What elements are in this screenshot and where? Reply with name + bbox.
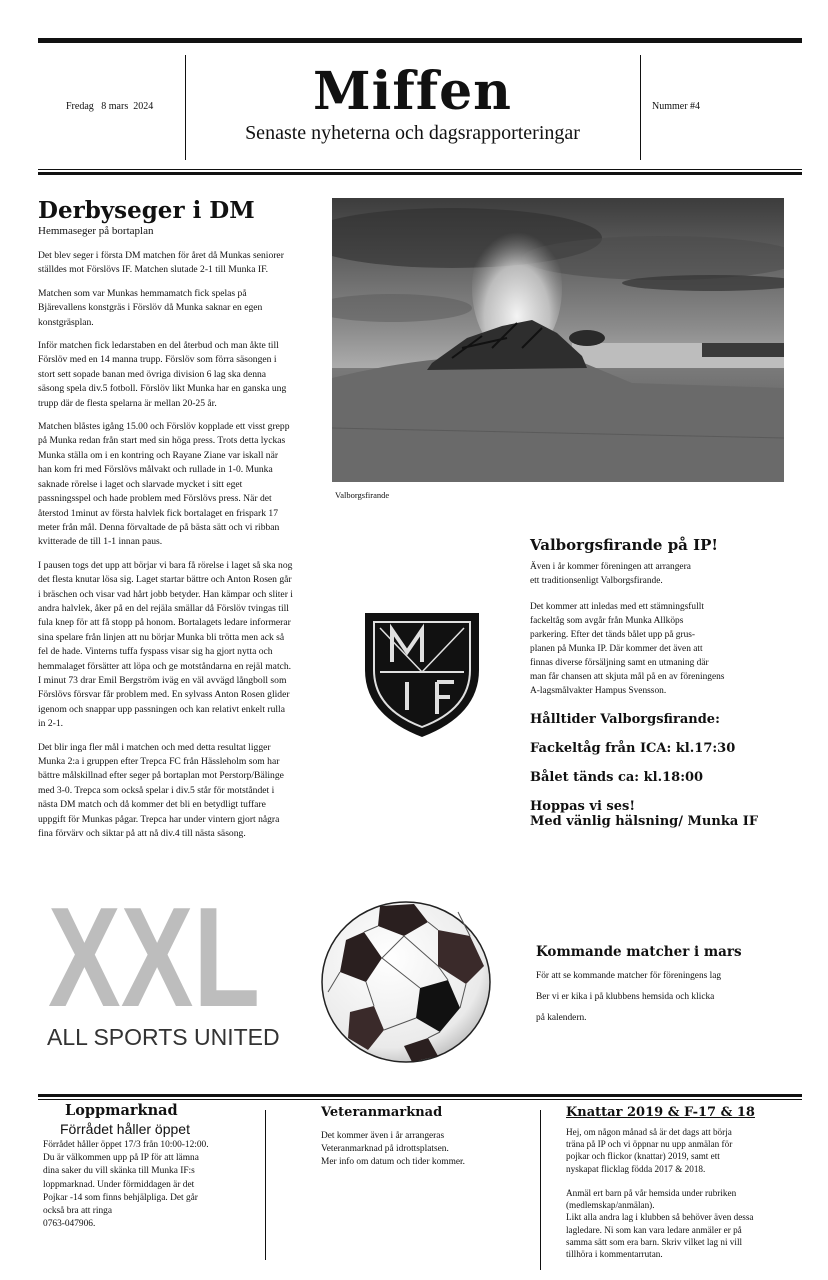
masthead-subtitle: Senaste nyheterna och dagsrapporteringar bbox=[245, 122, 580, 144]
valborg-article bbox=[530, 536, 800, 829]
lead-paragraph: I pausen togs det upp att börjar vi bara få rörelse i laget så ska nog det flesta knutar lösa sig. Laget startar bättre och Anton Rosen går i bräschen och visar vad hårt jobb betyder. Han kämpar och sliter i andra halvlek, åker på en del rejäla smällar då Förslöv tvingas till fula knep för att få stopp på honom. Bortalagets ledare informerar sina spelare från linjen att nu börjar Munka bli trötta men ack så fel de hade. Vinterns tuffa fyspass visar sig ha gjort nytta och hemmalaget försätter att löpa och ge motståndarna en rejäl match. I minut 73 drar Emil Bergström iväg en väl avvägd långboll som Förslövs försvar får problem med. En sylvass Anton Rosen glider igenom och snappar upp passningen och kan relativt enkelt rulla in 2-1. bbox=[38, 559, 293, 730]
footer-divider-left bbox=[265, 1110, 266, 1260]
lead-subheadline: Hemmaseger på bortaplan bbox=[38, 225, 154, 237]
flea-market-article bbox=[43, 1102, 258, 1231]
veteran-market-article bbox=[321, 1105, 531, 1170]
top-rule-thick bbox=[38, 38, 802, 43]
veteran-market-line: Mer info om datum och tider kommer. bbox=[321, 1157, 465, 1168]
flea-market-line: dina saker du vill skänka till Munka IF:s bbox=[43, 1166, 195, 1177]
kids-training-headline: Knattar 2019 & F-17 & 18 bbox=[566, 1105, 755, 1120]
flea-market-phone: 0763-047906. bbox=[43, 1219, 96, 1230]
flea-market-line: Du är välkommen upp på IP för att lämna bbox=[43, 1153, 199, 1164]
valborg-times-title: Hålltider Valborgsfirande: bbox=[530, 712, 720, 727]
flea-market-line: loppmarknad. Under förmiddagen är det bbox=[43, 1179, 195, 1190]
veteran-market-headline: Veteranmarknad bbox=[321, 1105, 443, 1120]
kids-training-line bbox=[566, 1175, 796, 1187]
soccer-ball-icon bbox=[320, 900, 492, 1064]
lead-paragraph: Matchen som var Munkas hemmamatch fick spelas på Bjärevallens konstgräs i Förslöv då Munka saknar en egen konstgräsplan. bbox=[38, 287, 263, 328]
valborg-body bbox=[530, 600, 800, 698]
kids-training-line: (medlemskap/anmälan). bbox=[566, 1200, 655, 1211]
kids-training-line: tillhöra i kommentarrutan. bbox=[566, 1249, 663, 1260]
valborg-headline: Valborgsfirande på IP! bbox=[530, 536, 719, 554]
lead-headline: Derbyseger i DM bbox=[38, 197, 255, 224]
munka-if-logo bbox=[362, 610, 482, 740]
flea-market-line: Pojkar -14 som finns behjälpliga. Det går bbox=[43, 1192, 198, 1203]
footer-divider-right bbox=[540, 1110, 541, 1270]
upcoming-matches bbox=[536, 944, 796, 1029]
valborg-time-torch: Fackeltåg från ICA: kl.17:30 bbox=[530, 741, 736, 756]
valborg-intro-line: ett traditionsenligt Valborgsfirande. bbox=[530, 576, 663, 586]
masthead-title: Miffen bbox=[313, 61, 512, 122]
xxl-tagline: ALL SPORTS UNITED bbox=[47, 1024, 280, 1050]
valborg-body-line: parkering. Efter det tänds bålet upp på grus- bbox=[530, 630, 696, 640]
xxl-logo-mark bbox=[46, 896, 266, 1016]
valborg-body-line: finnas diverse försäljning samt en utmaning där bbox=[530, 658, 709, 668]
masthead-bottom-rule-thick bbox=[38, 172, 802, 175]
kids-training-line: pojkar och flickor (knattar) 2019, samt ett bbox=[566, 1151, 720, 1162]
xxl-wordmark: XXL bbox=[48, 896, 260, 1016]
lead-paragraph: Det blev seger i första DM matchen för året då Munkas seniorer ställdes mot Förslövs IF. Matchen slutade 2-1 till Munka IF. bbox=[38, 250, 284, 276]
club-crest-icon bbox=[362, 610, 482, 740]
masthead-divider-left bbox=[185, 55, 186, 160]
valborg-body-line: man får chansen att skjuta mål på en av föreningens bbox=[530, 672, 725, 682]
soccer-ball-image bbox=[320, 900, 492, 1064]
flea-market-subhead: Förrådet håller öppet bbox=[60, 1121, 190, 1137]
issue-date: Fredag 8 mars 2024 bbox=[66, 101, 154, 112]
valborg-body-line: planen på Munka IP. Där kommer det även att bbox=[530, 644, 703, 654]
matches-line: Ber vi er kika i på klubbens hemsida och klicka bbox=[536, 992, 715, 1002]
photo-caption: Valborgsfirande bbox=[335, 490, 390, 500]
valborg-sign-2: Med vänlig hälsning/ Munka IF bbox=[530, 814, 759, 829]
valborg-body-line: A-lagsmålvakter Hampus Svensson. bbox=[530, 686, 667, 696]
valborg-time-bonfire: Bålet tänds ca: kl.18:00 bbox=[530, 770, 704, 785]
kids-training-line: Hej, om någon månad så är det dags att börja bbox=[566, 1127, 732, 1137]
lead-paragraph: Inför matchen fick ledarstaben en del återbud och man åkte till Förslöv med en 14 manna trupp. Förslöv som förra säsongen i stort sett sopade banan med övriga division 6 lag ska denna säsong spela div.5 fotboll. Förslöv likt Munka har en ganska ung trupp där de flesta spelarna är mellan 20-25 år. bbox=[38, 340, 287, 409]
matches-line: För att se kommande matcher för föreningens lag bbox=[536, 971, 722, 981]
xxl-logo bbox=[46, 896, 266, 1016]
valborg-sign-1: Hoppas vi ses! bbox=[530, 799, 636, 814]
lead-paragraph: Det blir inga fler mål i matchen och med detta resultat ligger Munka 2:a i gruppen efter Trepca FC från Hässleholm som har bättre målskillnad efter seger på bortaplan mot Perstorp/Bälinge med 3-0. Trepca som också spelar i div.5 står för motståndet i nästa DM match och då kommer det bli en betydligt tuffare uppgift för Munkas pågar. Trepca har under vintern gjort några fina förvärv och siktar på att nå div.4 till nästa säsong. bbox=[38, 741, 284, 840]
valborg-intro-line: Även i år kommer föreningen att arrangera bbox=[530, 562, 691, 572]
valborg-body-line: Det kommer att inledas med ett stämningsfullt bbox=[530, 602, 704, 612]
kids-training-article bbox=[566, 1105, 796, 1260]
lead-paragraph: Matchen blåstes igång 15.00 och Förslöv kopplade ett visst grepp på Munka redan från start med sin höga press. Trots detta lyckas Munka ställa om i en kontring och Rayane Ziane var iskall när han kom fri med Förslövs målvakt och rullade in 1-0. Munka saknade rörelse i laget och slarvade mycket i sitt eget passningsspel och hade problem med Förslövs press. När det återstod 1minut av första halvlek fick bortalaget en frispark 17 meter från mål. Denna förvaltade de på bästa sätt och vi ribban kvitterade de till 1-1 innan paus. bbox=[38, 421, 290, 548]
valborg-body-line: fackeltåg som avgår från Munka Allköps bbox=[530, 616, 684, 626]
masthead-divider-right bbox=[640, 55, 641, 160]
valborg-bonfire-photo bbox=[332, 198, 784, 482]
kids-training-line: träna på IP och vi öppnar nu upp anmälan för bbox=[566, 1139, 733, 1150]
matches-line: på kalendern. bbox=[536, 1013, 587, 1023]
flea-market-headline: Loppmarknad bbox=[65, 1102, 178, 1119]
bonfire-image bbox=[332, 198, 784, 482]
lead-article bbox=[38, 197, 293, 850]
footer-rule-thick bbox=[38, 1094, 802, 1097]
veteran-market-line: Veteranmarknad på idrottsplatsen. bbox=[321, 1144, 449, 1155]
flea-market-line: också bra att ringa bbox=[43, 1206, 112, 1217]
lead-body bbox=[38, 249, 293, 841]
kids-training-line: samma sätt som era barn. Skriv vilket lag ni vill bbox=[566, 1236, 743, 1247]
valborg-intro bbox=[530, 560, 800, 588]
kids-training-line: Likt alla andra lag i klubben så behöver även dessa bbox=[566, 1212, 754, 1223]
kids-training-line: lagledare. Ni som kan vara ledare anmäler er på bbox=[566, 1224, 742, 1235]
footer-rule-thin bbox=[38, 1099, 802, 1100]
kids-training-line: Anmäl ert barn på vår hemsida under rubriken bbox=[566, 1188, 737, 1198]
matches-headline: Kommande matcher i mars bbox=[536, 944, 742, 960]
issue-number: Nummer #4 bbox=[652, 101, 701, 112]
kids-training-line: nyskapat flicklag födda 2017 & 2018. bbox=[566, 1163, 706, 1174]
flea-market-line: Förrådet håller öppet 17/3 från 10:00-12:00. bbox=[43, 1140, 209, 1150]
masthead-bottom-rule-thin bbox=[38, 169, 802, 170]
veteran-market-line: Det kommer även i år arrangeras bbox=[321, 1131, 445, 1141]
